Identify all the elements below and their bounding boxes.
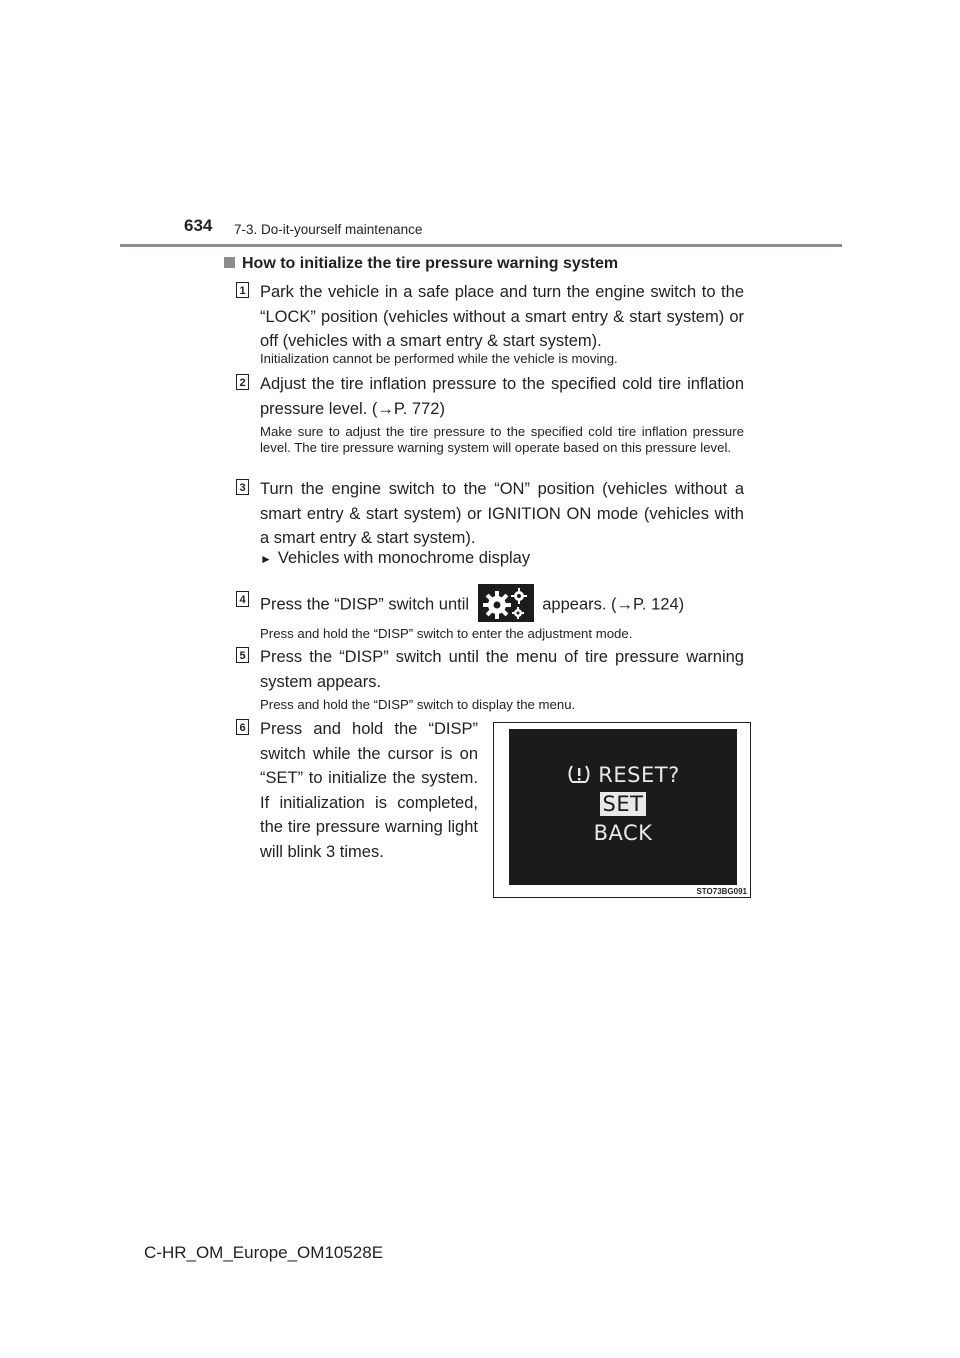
- figure-id: STO73BG091: [696, 887, 747, 896]
- step-5-note: Press and hold the “DISP” switch to display the menu.: [260, 697, 576, 712]
- display-illustration: [493, 722, 751, 898]
- step-2-text: Adjust the tire inflation pressure to the specified cold tire inflation pressure level. (→P. 772): [260, 375, 744, 418]
- header-rule: [120, 244, 842, 247]
- heading-square-icon: [224, 257, 235, 268]
- step-4-note: Press and hold the “DISP” switch to enter the adjustment mode.: [260, 626, 633, 641]
- step-number-6: 6: [236, 719, 249, 735]
- set-option-selected: SET: [600, 792, 647, 816]
- section-title: 7-3. Do-it-yourself maintenance: [234, 222, 423, 237]
- tire-pressure-warning-icon: [566, 763, 592, 785]
- footer-document-id: C-HR_OM_Europe_OM10528E: [144, 1243, 384, 1262]
- heading-text: How to initialize the tire pressure warning system: [242, 255, 619, 272]
- subheading-text: Vehicles with monochrome display: [277, 549, 531, 567]
- step-number-4: 4: [236, 591, 249, 607]
- set-line: [509, 792, 737, 816]
- step-5-text: Press the “DISP” switch until the menu of tire pressure warning system appears.: [260, 648, 744, 691]
- display-screen: [509, 729, 737, 885]
- page-number: 634: [184, 216, 213, 235]
- step-number-2: 2: [236, 374, 249, 390]
- reset-line: [509, 763, 737, 787]
- step-6-text: Press and hold the “DISP” switch while the cursor is on “SET” to initialize the system. If initialization is completed, the tire pressure warning light will blink 3 times.: [260, 720, 478, 861]
- reset-label: RESET?: [598, 763, 680, 787]
- subheading-monochrome: [260, 549, 530, 568]
- step-number-1: 1: [236, 282, 249, 298]
- step-1-note: Initialization cannot be performed while the vehicle is moving.: [260, 351, 618, 366]
- step-4-text: [260, 586, 744, 624]
- settings-gears-icon: [478, 584, 534, 622]
- step-1-text: Park the vehicle in a safe place and turn the engine switch to the “LOCK” position (vehicles without a smart entry & start system) or off (vehicles with a smart entry & start system).: [260, 283, 744, 350]
- step-4-text-after: appears. (→P. 124): [542, 595, 685, 614]
- step-4-text-before: Press the “DISP” switch until: [260, 595, 470, 614]
- step-2-note: Make sure to adjust the tire pressure to the specified cold tire inflation pressure level. The tire pressure warning system will operate based on this pressure level.: [260, 424, 744, 455]
- step-3-text: Turn the engine switch to the “ON” position (vehicles without a smart entry & start system) or IGNITION ON mode (vehicles with a smart entry & start system).: [260, 480, 744, 547]
- back-option: BACK: [593, 821, 653, 845]
- triangle-bullet-icon: ►: [260, 552, 272, 566]
- step-number-5: 5: [236, 647, 249, 663]
- section-heading: [224, 255, 618, 273]
- step-number-3: 3: [236, 479, 249, 495]
